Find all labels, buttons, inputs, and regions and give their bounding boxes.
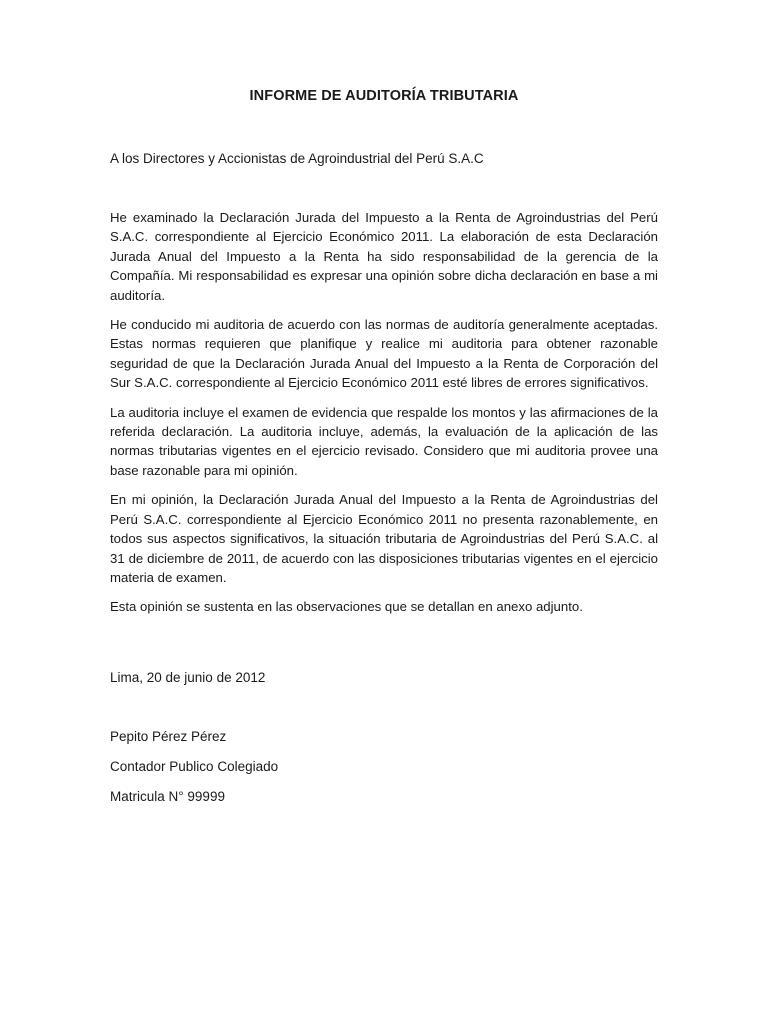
signer-registration: Matricula N° 99999 <box>110 789 225 804</box>
signature-block <box>110 729 278 819</box>
paragraph-annex: Esta opinión se sustenta en las observaciones que se detallan en anexo adjunto. <box>110 599 583 615</box>
report-body <box>110 208 658 617</box>
paragraph-examination: He examinado la Declaración Jurada del Impuesto a la Renta de Agroindustrias del Perú S.A.C. correspondiente al Ejercicio Económico 2011. La elaboración de esta Declaración Jurada Anual del Impuesto a la Renta ha sido responsabilidad de la gerencia de la Compañía. Mi responsabilidad es expresar una opinión sobre dicha declaración en base a mi auditoría. <box>110 210 658 303</box>
place-and-date: Lima, 20 de junio de 2012 <box>110 670 266 685</box>
paragraph-opinion: En mi opinión, la Declaración Jurada Anual del Impuesto a la Renta de Agroindustrias del Perú S.A.C. correspondiente al Ejercicio Económico 2011 no presenta razonablemente, en todos sus aspectos significativos, la situación tributaria de Agroindustrias del Perú S.A.C. al 31 de diciembre de 2011, de acuerdo con las disposiciones tributarias vigentes en el ejercicio materia de examen. <box>110 492 658 585</box>
salutation: A los Directores y Accionistas de Agroindustrial del Perú S.A.C <box>110 151 484 166</box>
paragraph-standards: He conducido mi auditoria de acuerdo con las normas de auditoría generalmente aceptadas. Estas normas requieren que planifique y realice mi auditoria para obtener razonable seguridad de que la Declaración Jurada Anual del Impuesto a la Renta de Corporación del Sur S.A.C. correspondiente al Ejercicio Económico 2011 esté libres de errores significativos. <box>110 317 658 391</box>
document-title: INFORME DE AUDITORÍA TRIBUTARIA <box>249 88 519 104</box>
paragraph-scope: La auditoria incluye el examen de evidencia que respalde los montos y las afirmaciones de la referida declaración. La auditoria incluye, además, la evaluación de la aplicación de las normas tributarias vigentes en el ejercicio revisado. Considero que mi auditoria provee una base razonable para mi opinión. <box>110 404 658 478</box>
signer-role: Contador Publico Colegiado <box>110 759 279 774</box>
signer-name: Pepito Pérez Pérez <box>110 729 227 744</box>
